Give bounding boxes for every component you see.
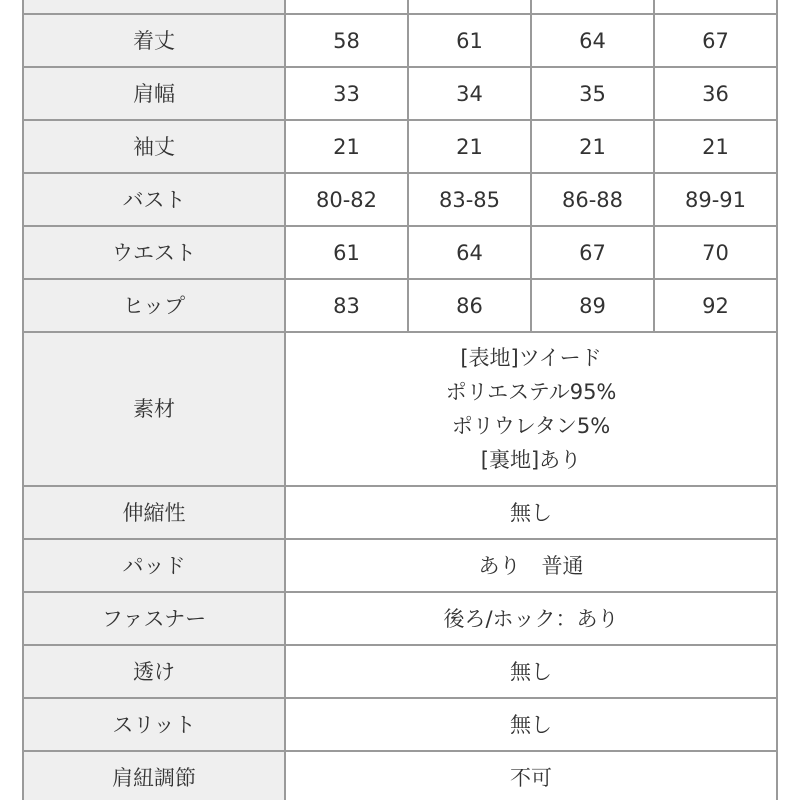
header-size-cell xyxy=(285,0,408,14)
measurement-row-waist xyxy=(23,226,777,279)
measurement-value: 64 xyxy=(408,226,531,279)
material-value xyxy=(285,332,777,486)
detail-row-stretch xyxy=(23,486,777,539)
detail-label: 伸縮性 xyxy=(23,486,285,539)
measurement-value: 33 xyxy=(285,67,408,120)
material-row xyxy=(23,332,777,486)
measurement-value: 89-91 xyxy=(654,173,777,226)
size-header-row xyxy=(23,0,777,14)
measurement-value: 80-82 xyxy=(285,173,408,226)
measurement-value: 21 xyxy=(531,120,654,173)
measurement-row-bust xyxy=(23,173,777,226)
measurement-label: 着丈 xyxy=(23,14,285,67)
measurement-row-length xyxy=(23,14,777,67)
measurement-value: 86 xyxy=(408,279,531,332)
detail-row-fastener xyxy=(23,592,777,645)
measurement-row-hip xyxy=(23,279,777,332)
measurement-value: 64 xyxy=(531,14,654,67)
header-size-cell xyxy=(654,0,777,14)
material-line: [表地]ツイード xyxy=(460,346,602,370)
detail-value: 無し xyxy=(285,698,777,751)
measurement-value: 58 xyxy=(285,14,408,67)
measurement-value: 83 xyxy=(285,279,408,332)
size-spec-table xyxy=(22,0,778,800)
detail-value: 無し xyxy=(285,486,777,539)
detail-row-sheerness xyxy=(23,645,777,698)
measurement-label: ヒップ xyxy=(23,279,285,332)
detail-row-slit xyxy=(23,698,777,751)
measurement-value: 92 xyxy=(654,279,777,332)
measurement-label: 袖丈 xyxy=(23,120,285,173)
detail-value: あり 普通 xyxy=(285,539,777,592)
detail-row-padding xyxy=(23,539,777,592)
measurement-row-shoulder xyxy=(23,67,777,120)
measurement-value: 21 xyxy=(408,120,531,173)
measurement-label: ウエスト xyxy=(23,226,285,279)
measurement-value: 67 xyxy=(654,14,777,67)
material-line: [裏地]あり xyxy=(480,448,582,472)
detail-label: 透け xyxy=(23,645,285,698)
measurement-value: 36 xyxy=(654,67,777,120)
detail-value: 無し xyxy=(285,645,777,698)
measurement-row-sleeve xyxy=(23,120,777,173)
measurement-value: 83-85 xyxy=(408,173,531,226)
measurement-label: バスト xyxy=(23,173,285,226)
header-size-cell xyxy=(408,0,531,14)
detail-value: 不可 xyxy=(285,751,777,800)
measurement-value: 61 xyxy=(408,14,531,67)
header-size-cell xyxy=(531,0,654,14)
material-line: ポリエステル95% xyxy=(445,380,617,404)
measurement-value: 86-88 xyxy=(531,173,654,226)
measurement-value: 61 xyxy=(285,226,408,279)
measurement-label: 肩幅 xyxy=(23,67,285,120)
detail-label: パッド xyxy=(23,539,285,592)
measurement-value: 21 xyxy=(654,120,777,173)
detail-row-strap-adjust xyxy=(23,751,777,800)
material-label: 素材 xyxy=(23,332,285,486)
measurement-value: 34 xyxy=(408,67,531,120)
detail-value: 後ろ/ホック：あり xyxy=(285,592,777,645)
measurement-value: 21 xyxy=(285,120,408,173)
measurement-value: 35 xyxy=(531,67,654,120)
measurement-value: 70 xyxy=(654,226,777,279)
material-line: ポリウレタン5% xyxy=(451,414,611,438)
measurement-value: 89 xyxy=(531,279,654,332)
measurement-value: 67 xyxy=(531,226,654,279)
detail-label: 肩紐調節 xyxy=(23,751,285,800)
header-label-cell xyxy=(23,0,285,14)
detail-label: スリット xyxy=(23,698,285,751)
detail-label: ファスナー xyxy=(23,592,285,645)
